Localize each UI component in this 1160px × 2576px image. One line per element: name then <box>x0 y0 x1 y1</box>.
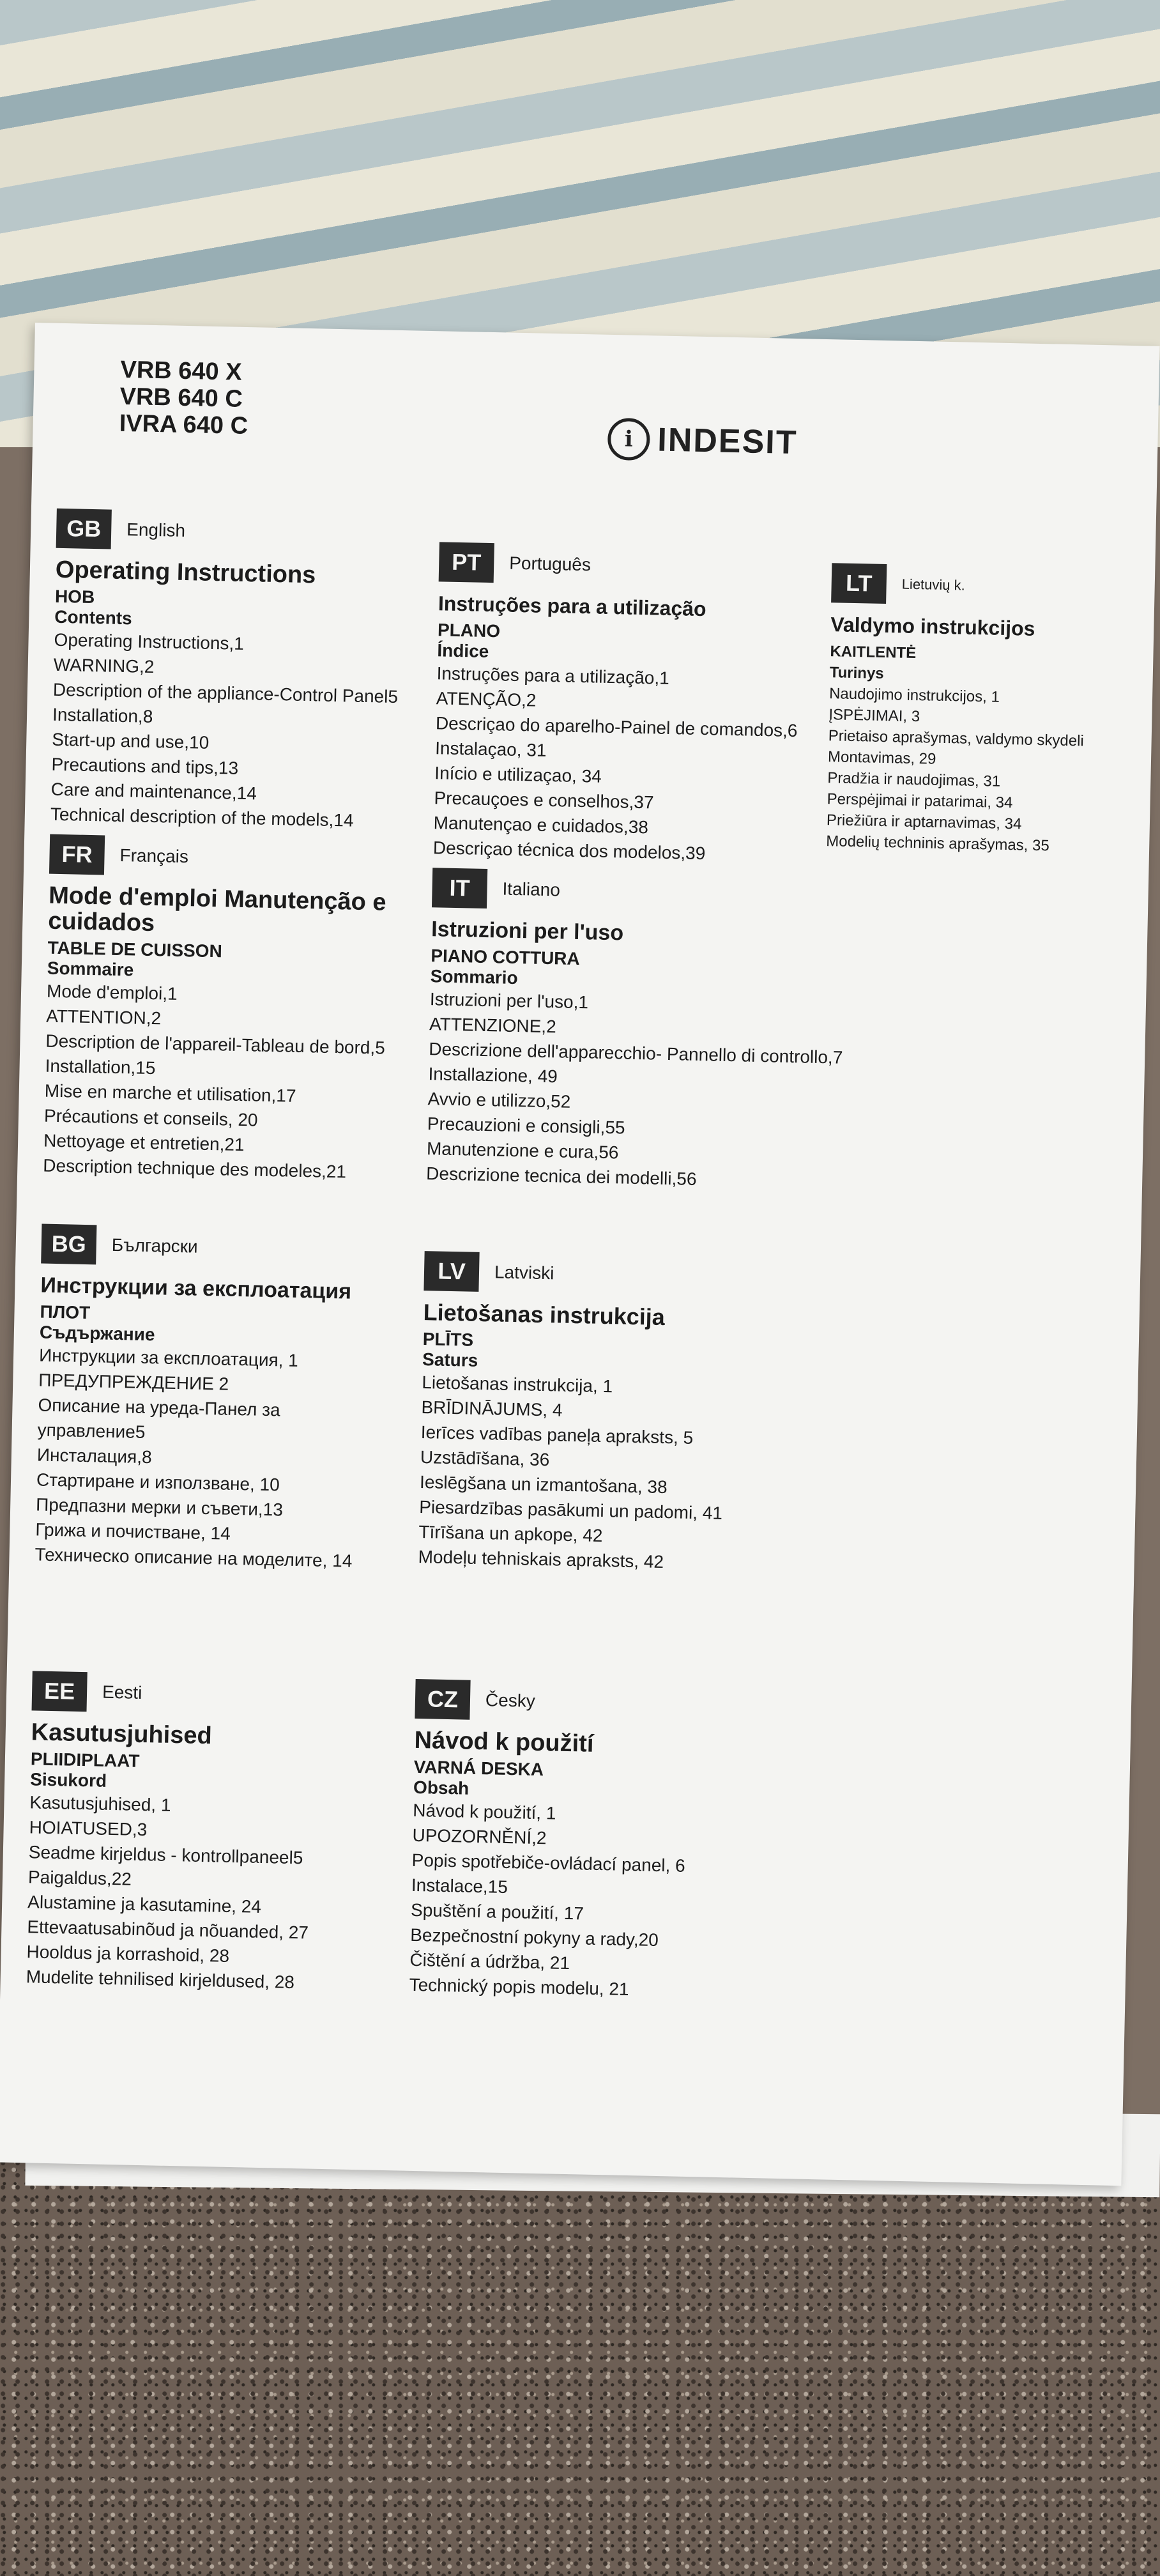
toc-item: Hooldus ja korrashoid, 28 <box>26 1942 230 1966</box>
product-type: VARNÁ DESKA <box>413 1756 544 1780</box>
logo-i-icon: i <box>607 418 650 461</box>
section-title: Návod k použití <box>414 1726 594 1758</box>
toc-item: Bezpečnostní pokyny a rady,20 <box>409 1924 659 1950</box>
lang-code-tag: IT <box>432 868 487 908</box>
toc-item: Descrizione tecnica dei modelli,56 <box>425 1163 697 1189</box>
language-name: Italiano <box>502 878 561 900</box>
toc-item: Čištění a údržba, 21 <box>409 1949 570 1974</box>
stone-floor-background <box>0 2159 1160 2576</box>
contents-label: Sisukord <box>29 1769 107 1791</box>
toc-item: Description of the appliance-Control Panel5 <box>52 679 399 707</box>
toc-item: Installazione, 49 <box>428 1064 558 1087</box>
toc-item: Description technique des modeles,21 <box>43 1155 347 1182</box>
toc-item: Tīrīšana un apkope, 42 <box>418 1521 603 1546</box>
toc-item: Piesardzības pasākumi un padomi, 41 <box>418 1497 723 1523</box>
toc-item: Manutençao e cuidados,38 <box>433 813 649 838</box>
toc-item: Précautions et conseils, 20 <box>43 1105 258 1130</box>
language-name: Lietuvių k. <box>901 576 966 594</box>
toc-item: Mudelite tehnilised kirjeldused, 28 <box>26 1966 295 1993</box>
toc-item: Ierīces vadības paneļa apraksts, 5 <box>420 1422 694 1448</box>
section-fr <box>43 834 446 1186</box>
model-list <box>119 356 249 440</box>
section-title: Operating Instructions <box>55 556 316 589</box>
toc-item: Lietošanas instrukcija, 1 <box>422 1372 613 1397</box>
toc-item: Техническо описание на моделите, 14 <box>34 1544 353 1571</box>
toc-item: Descriçao do aparelho-Painel de comandos,6 <box>435 713 798 741</box>
toc-item: Грижа и почистване, 14 <box>35 1519 231 1544</box>
toc-item: Precauzioni e consigli,55 <box>427 1114 625 1138</box>
section-bg <box>34 1224 438 1575</box>
language-name: Eesti <box>102 1682 142 1703</box>
language-name: Latviski <box>494 1262 554 1284</box>
lang-code-tag: CZ <box>415 1679 470 1720</box>
lang-code-tag: LV <box>424 1251 479 1292</box>
toc-item: Prietaiso aprašymas, valdymo skydeli <box>828 727 1085 750</box>
toc-item: Naudojimo instrukcijos, 1 <box>828 685 1000 706</box>
toc-item: ATTENZIONE,2 <box>429 1014 557 1037</box>
contents-label: Sommaire <box>47 958 134 980</box>
product-type: KAITLENTĖ <box>830 643 917 662</box>
toc-item: Descrizione dell'apparecchio- Pannello di controllo,7 <box>429 1039 843 1068</box>
language-name: Português <box>508 553 591 575</box>
toc-item: Описание на уреда-Панел за <box>38 1395 280 1420</box>
toc-item: Installation,8 <box>52 704 153 726</box>
toc-item: Paigaldus,22 <box>27 1867 132 1889</box>
toc-item: ATTENTION,2 <box>45 1006 162 1029</box>
toc-item: Operating Instructions,1 <box>54 629 245 654</box>
contents-label: Sommario <box>430 966 518 988</box>
toc-item: Início e utilizaçao, 34 <box>434 763 602 786</box>
toc-item: Spuštění a použití, 17 <box>410 1899 584 1924</box>
contents-label: Saturs <box>422 1349 478 1370</box>
lang-code-tag: EE <box>32 1671 88 1712</box>
section-it <box>426 868 841 1194</box>
toc-item: Nettoyage et entretien,21 <box>43 1130 245 1155</box>
indesit-logo <box>607 418 798 464</box>
toc-item: Instalace,15 <box>411 1874 508 1897</box>
section-pt <box>433 542 848 868</box>
product-type: TABLE DE CUISSON <box>47 937 223 962</box>
toc-item: Modeļu tehniskais apraksts, 42 <box>418 1546 664 1572</box>
toc-item: UPOZORNĚNÍ,2 <box>412 1825 547 1848</box>
lang-code-tag: LT <box>831 563 887 604</box>
manual-page <box>0 323 1160 2186</box>
product-type: ПЛОТ <box>40 1301 91 1323</box>
toc-item: Kasutusjuhised, 1 <box>29 1792 171 1815</box>
contents-label: Índice <box>437 640 489 661</box>
toc-item: Perspėjimai ir patarimai, 34 <box>827 790 1013 812</box>
section-lv <box>418 1251 833 1577</box>
toc-item: Instruções para a utilização,1 <box>436 663 670 688</box>
toc-item: Предпазни мерки и съвети,13 <box>35 1494 284 1520</box>
toc-item: Technical description of the models,14 <box>50 804 354 831</box>
toc-item: Start-up and use,10 <box>52 729 210 753</box>
toc-item: BRĪDINĀJUMS, 4 <box>421 1397 563 1420</box>
language-name: English <box>126 519 186 540</box>
section-title: Lietošanas instrukcija <box>423 1299 666 1330</box>
product-type: PLANO <box>437 620 501 641</box>
toc-item: Seadme kirjeldus - kontrollpaneel5 <box>28 1842 303 1868</box>
toc-item: Alustamine ja kasutamine, 24 <box>27 1892 262 1917</box>
toc-item: Modelių techninis aprašymas, 35 <box>825 832 1049 855</box>
section-title: Istruzioni per l'uso <box>431 917 624 946</box>
toc-item: Technický popis modelu, 21 <box>409 1974 629 2000</box>
lang-code-tag: GB <box>56 509 112 549</box>
section-ee <box>26 1671 428 1997</box>
toc-item: Description de l'appareil-Tableau de bord,5 <box>45 1031 386 1058</box>
section-title: Mode d'emploi Manutenção e cuidados <box>47 882 386 937</box>
toc-item: Инсталация,8 <box>36 1445 152 1468</box>
toc-item: Care and maintenance,14 <box>50 779 257 804</box>
contents-label: Obsah <box>413 1777 469 1798</box>
toc-item: Montavimas, 29 <box>827 748 936 768</box>
toc-item: Ettevaatusabinõud ja nõuanded, 27 <box>27 1917 309 1943</box>
product-type: PIANO COTTURA <box>431 946 580 969</box>
product-type: PLIIDIPLAAT <box>30 1749 140 1771</box>
toc-item: Uzstādīšana, 36 <box>420 1447 550 1470</box>
section-title: Valdymo instrukcijos <box>830 613 1035 640</box>
lang-code-tag: PT <box>439 542 494 583</box>
product-type: PLĪTS <box>422 1329 474 1350</box>
toc-item: Istruzioni per l'uso,1 <box>429 989 589 1013</box>
contents-label: Turinys <box>829 664 884 682</box>
brand-name: INDESIT <box>657 421 798 462</box>
contents-label: Contents <box>54 606 132 629</box>
language-name: Български <box>111 1234 198 1257</box>
section-cz <box>409 1679 824 2005</box>
section-gb <box>50 509 452 835</box>
toc-item: Avvio e utilizzo,52 <box>427 1089 571 1112</box>
toc-item: Installation,15 <box>45 1055 156 1078</box>
toc-item: WARNING,2 <box>53 654 155 677</box>
product-type: HOB <box>54 586 95 608</box>
toc-item: Mode d'emploi,1 <box>46 981 178 1004</box>
toc-item: ĮSPĖJIMAI, 3 <box>828 706 920 726</box>
toc-item: ATENÇÃO,2 <box>436 688 537 710</box>
toc-item: Инструкции за експлоатация, 1 <box>38 1345 299 1370</box>
toc-item: Precauçoes e conselhos,37 <box>434 788 654 813</box>
contents-label: Съдържание <box>39 1322 155 1345</box>
model-name: IVRA 640 C <box>119 410 248 440</box>
model-name: VRB 640 X <box>120 356 242 386</box>
toc-item: Ieslēgšana un izmantošana, 38 <box>419 1472 668 1498</box>
section-lt <box>826 563 1157 859</box>
toc-item: Стартиране и използване, 10 <box>36 1469 280 1495</box>
toc-item: ПРЕДУПРЕЖДЕНИЕ 2 <box>38 1370 229 1394</box>
toc-item: Návod k použití, 1 <box>413 1800 556 1823</box>
language-name: Français <box>119 845 189 867</box>
lang-code-tag: BG <box>41 1224 96 1265</box>
toc-item: Pradžia ir naudojimas, 31 <box>827 769 1001 790</box>
section-title: Kasutusjuhised <box>31 1719 213 1750</box>
toc-item: Priežiūra ir aptarnavimas, 34 <box>826 811 1022 833</box>
toc-item: Popis spotřebiče-ovládací panel, 6 <box>411 1850 686 1876</box>
model-name: VRB 640 C <box>119 383 243 413</box>
toc-item: Precautions and tips,13 <box>51 754 239 778</box>
section-title: Instruções para a utilização <box>438 592 706 621</box>
language-name: Česky <box>485 1690 536 1711</box>
section-title: Инструкции за експлоатация <box>40 1273 352 1304</box>
toc-item: Instalaçao, 31 <box>434 738 547 760</box>
toc-item: Mise en marche et utilisation,17 <box>44 1080 296 1106</box>
toc-item: Manutenzione e cura,56 <box>426 1138 619 1163</box>
lang-code-tag: FR <box>49 834 105 875</box>
toc-item: Descriçao técnica dos modelos,39 <box>432 838 706 864</box>
toc-item: управление5 <box>37 1420 146 1442</box>
toc-item: HOIATUSED,3 <box>29 1817 148 1840</box>
